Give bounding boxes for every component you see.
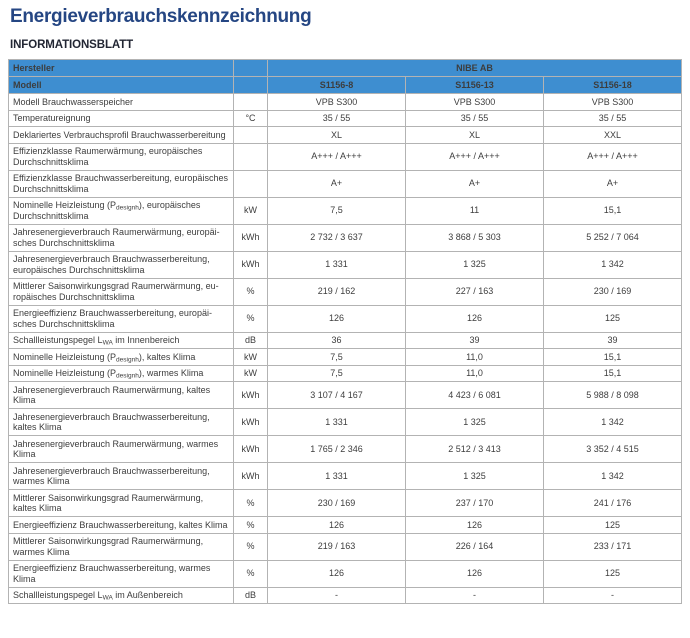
row-value-3: 5 252 / 7 064 <box>544 224 682 251</box>
row-value-1: 126 <box>268 517 406 534</box>
row-value-3: A+++ / A+++ <box>544 143 682 170</box>
manufacturer-value: NIBE AB <box>268 60 682 77</box>
row-unit: % <box>234 305 268 332</box>
row-value-2: 39 <box>406 332 544 349</box>
row-value-3: 1 342 <box>544 251 682 278</box>
row-value-1: 126 <box>268 305 406 332</box>
row-label: Jahresenergieverbrauch Brauchwasserbereitung, warmes Klima <box>9 463 234 490</box>
row-value-3: 1 342 <box>544 463 682 490</box>
table-row <box>9 463 682 490</box>
row-value-2: 35 / 55 <box>406 110 544 127</box>
table-row <box>9 305 682 332</box>
model-name-1: S1156-8 <box>268 77 406 94</box>
row-value-3: A+ <box>544 170 682 197</box>
row-value-2: 1 325 <box>406 463 544 490</box>
row-value-2: XL <box>406 127 544 144</box>
row-value-2: 11,0 <box>406 349 544 366</box>
table-row <box>9 436 682 463</box>
model-name-3: S1156-18 <box>544 77 682 94</box>
row-value-3: 233 / 171 <box>544 533 682 560</box>
row-value-3: - <box>544 587 682 604</box>
row-value-2: 1 325 <box>406 409 544 436</box>
row-value-2: - <box>406 587 544 604</box>
informationsblatt-table <box>8 59 682 604</box>
label-subscript: WA <box>102 594 113 602</box>
row-value-1: 7,5 <box>268 197 406 224</box>
table-row <box>9 170 682 197</box>
label-subscript: designh <box>116 356 139 363</box>
table-row <box>9 349 682 366</box>
table-row <box>9 365 682 382</box>
row-unit <box>234 170 268 197</box>
table-row <box>9 587 682 604</box>
page-title: Energieverbrauchskennzeichnung <box>10 6 312 27</box>
row-value-1: 2 732 / 3 637 <box>268 224 406 251</box>
row-label: Nominelle Heizleistung $(P_{designh})$, warmes Klima <box>9 365 234 382</box>
row-value-1: 219 / 163 <box>268 533 406 560</box>
row-label: Energieeffizienz Brauchwasserbereitung, warmes Klima <box>9 560 234 587</box>
row-unit: kW <box>234 365 268 382</box>
row-value-2: 1 325 <box>406 251 544 278</box>
row-unit: kW <box>234 197 268 224</box>
row-label: Jahresenergieverbrauch Brauchwasserbereitung, kaltes Klima <box>9 409 234 436</box>
row-label: Schallleistungspegel $L_{WA}$ im Innenbereich <box>9 332 234 349</box>
row-label: Jahresenergieverbrauch Raumerwärmung, warmes Klima <box>9 436 234 463</box>
table-row <box>9 224 682 251</box>
model-name-2: S1156-13 <box>406 77 544 94</box>
model-header-row <box>9 77 682 94</box>
row-label: Mittlerer Saisonwirkungsgrad Raumerwärmung, warmes Klima <box>9 533 234 560</box>
row-label: Nominelle Heizleistung $(P_{designh})$, kaltes Klima <box>9 349 234 366</box>
table-row <box>9 382 682 409</box>
row-unit: kW <box>234 349 268 366</box>
row-label: Effizienzklasse Brauchwasserbereitung, europäisches Durchschnittsklima <box>9 170 234 197</box>
row-unit: kWh <box>234 463 268 490</box>
row-label: Energieeffizienz Brauchwasserbereitung, kaltes Klima <box>9 517 234 534</box>
row-value-3: 125 <box>544 517 682 534</box>
row-value-1: 35 / 55 <box>268 110 406 127</box>
row-value-2: 126 <box>406 560 544 587</box>
row-value-3: 125 <box>544 560 682 587</box>
section-heading: INFORMATIONSBLATT <box>10 39 134 51</box>
row-value-2: 126 <box>406 305 544 332</box>
row-value-3: XXL <box>544 127 682 144</box>
row-value-1: 1 331 <box>268 251 406 278</box>
table-row <box>9 127 682 144</box>
table-row <box>9 251 682 278</box>
table-row <box>9 517 682 534</box>
row-value-3: 15,1 <box>544 349 682 366</box>
row-unit <box>234 143 268 170</box>
row-label: Mittlerer Saisonwirkungsgrad Raumerwärmung, europäisches Durchschnittsklima <box>9 278 234 305</box>
row-unit: kWh <box>234 224 268 251</box>
row-value-1: 126 <box>268 560 406 587</box>
row-value-1: 3 107 / 4 167 <box>268 382 406 409</box>
row-value-2: 237 / 170 <box>406 490 544 517</box>
row-label: Schallleistungspegel $L_{WA}$ im Außenbereich <box>9 587 234 604</box>
row-value-2: 2 512 / 3 413 <box>406 436 544 463</box>
row-unit: kWh <box>234 382 268 409</box>
row-value-2: 11,0 <box>406 365 544 382</box>
row-value-3: 230 / 169 <box>544 278 682 305</box>
row-value-1: 7,5 <box>268 349 406 366</box>
row-label: Mittlerer Saisonwirkungsgrad Raumerwärmung, kaltes Klima <box>9 490 234 517</box>
row-label: Energieeffizienz Brauchwasserbereitung, europäisches Durchschnittsklima <box>9 305 234 332</box>
row-value-1: 1 331 <box>268 463 406 490</box>
row-value-3: 15,1 <box>544 197 682 224</box>
row-value-1: A+++ / A+++ <box>268 143 406 170</box>
row-value-3: 3 352 / 4 515 <box>544 436 682 463</box>
table-row <box>9 278 682 305</box>
row-value-2: 11 <box>406 197 544 224</box>
row-label: Deklariertes Verbrauchsprofil Brauchwasserbereitung <box>9 127 234 144</box>
table-body <box>9 94 682 604</box>
row-unit <box>234 127 268 144</box>
row-value-1: XL <box>268 127 406 144</box>
label-subscript: designh <box>116 372 139 380</box>
row-unit: °C <box>234 110 268 127</box>
table-row <box>9 332 682 349</box>
row-value-2: 4 423 / 6 081 <box>406 382 544 409</box>
row-value-2: 226 / 164 <box>406 533 544 560</box>
label-subscript: WA <box>102 339 113 347</box>
table-row <box>9 409 682 436</box>
row-unit: % <box>234 517 268 534</box>
row-value-2: VPB S300 <box>406 94 544 111</box>
row-unit: % <box>234 490 268 517</box>
row-value-2: 3 868 / 5 303 <box>406 224 544 251</box>
row-value-2: A+ <box>406 170 544 197</box>
row-label: Jahresenergieverbrauch Raumerwärmung, europäisches Durchschnittsklima <box>9 224 234 251</box>
row-unit: dB <box>234 587 268 604</box>
row-value-1: VPB S300 <box>268 94 406 111</box>
row-value-3: VPB S300 <box>544 94 682 111</box>
row-unit: % <box>234 560 268 587</box>
table-row <box>9 490 682 517</box>
row-unit: kWh <box>234 436 268 463</box>
row-value-1: 230 / 169 <box>268 490 406 517</box>
row-value-1: 1 765 / 2 346 <box>268 436 406 463</box>
table-row <box>9 560 682 587</box>
row-label: Jahresenergieverbrauch Brauchwasserbereitung, europäisches Durchschnittsklima <box>9 251 234 278</box>
row-value-3: 125 <box>544 305 682 332</box>
row-value-3: 35 / 55 <box>544 110 682 127</box>
row-unit: dB <box>234 332 268 349</box>
row-value-3: 241 / 176 <box>544 490 682 517</box>
model-label: Modell <box>9 77 234 94</box>
row-label: Temperatureignung <box>9 110 234 127</box>
row-unit <box>234 94 268 111</box>
label-subscript: designh <box>116 204 139 212</box>
manufacturer-unit-cell <box>234 60 268 77</box>
row-value-1: A+ <box>268 170 406 197</box>
row-value-1: 219 / 162 <box>268 278 406 305</box>
row-value-3: 39 <box>544 332 682 349</box>
row-unit: % <box>234 533 268 560</box>
manufacturer-header-row <box>9 60 682 77</box>
row-value-1: - <box>268 587 406 604</box>
row-value-2: A+++ / A+++ <box>406 143 544 170</box>
row-unit: kWh <box>234 251 268 278</box>
row-value-3: 15,1 <box>544 365 682 382</box>
row-value-1: 7,5 <box>268 365 406 382</box>
table-row <box>9 94 682 111</box>
row-unit: % <box>234 278 268 305</box>
row-value-1: 36 <box>268 332 406 349</box>
model-unit-cell <box>234 77 268 94</box>
row-label: Modell Brauchwasserspeicher <box>9 94 234 111</box>
row-value-2: 126 <box>406 517 544 534</box>
row-value-1: 1 331 <box>268 409 406 436</box>
row-label: Nominelle Heizleistung $(P_{designh})$, europäisches Durchschnittsklima <box>9 197 234 224</box>
row-label: Effizienzklasse Raumerwärmung, europäisches Durchschnittsklima <box>9 143 234 170</box>
row-unit: kWh <box>234 409 268 436</box>
row-value-3: 5 988 / 8 098 <box>544 382 682 409</box>
table-row <box>9 533 682 560</box>
table-row <box>9 197 682 224</box>
manufacturer-label: Hersteller <box>9 60 234 77</box>
row-value-3: 1 342 <box>544 409 682 436</box>
table-row <box>9 110 682 127</box>
row-label: Jahresenergieverbrauch Raumerwärmung, kaltes Klima <box>9 382 234 409</box>
row-value-2: 227 / 163 <box>406 278 544 305</box>
table-row <box>9 143 682 170</box>
